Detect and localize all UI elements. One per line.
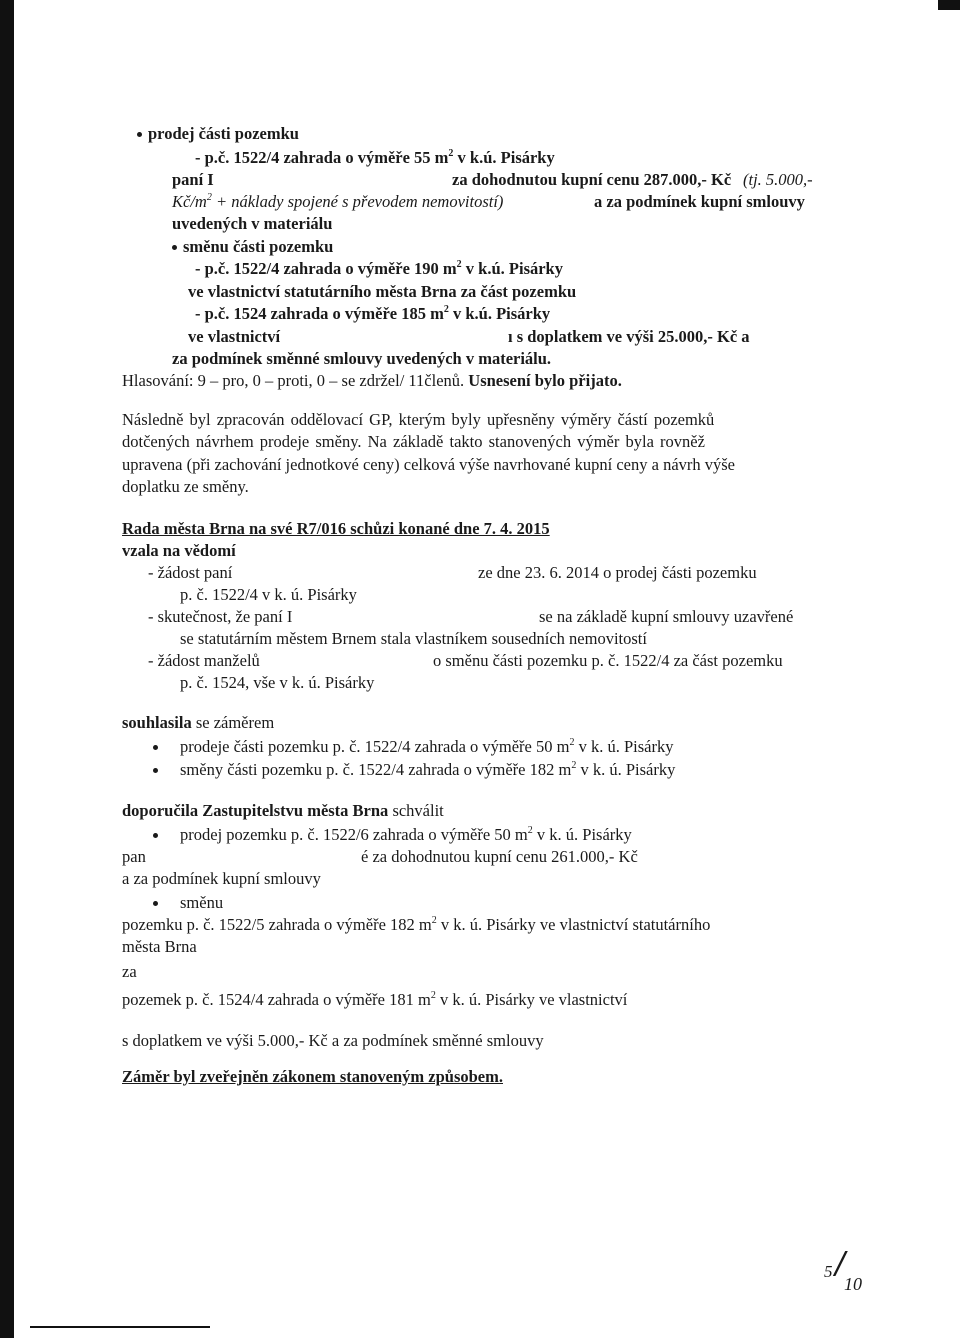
item-1a: - žádost paní [148,563,233,582]
bullet-dot [172,245,177,250]
para-line-2: dotčených návrhem prodeje směny. Na základě takto stanovených výměr byla rovněž [122,432,705,451]
doporucila-line-2a: pan [122,847,146,866]
ownership-line-1: ve vlastnictví statutárního města Brna za část pozemku [188,282,577,301]
doporucila-line-5: pozemku p. č. 1522/5 zahrada o výměře 182 $m^2$ v k. ú. Pisárky ve vlastnictví statutárního [122,915,711,934]
page-number: 5 / 10 [824,1246,862,1294]
item-2a: - skutečnost, že paní I [148,607,293,626]
item-3c: p. č. 1524, vše v k. ú. Pisárky [180,673,375,692]
bullet-dot [153,901,158,906]
doporucila-bullet-1: prodej pozemku p. č. 1522/6 zahrada o výměře 50 $m^2$ v k. ú. Pisárky [180,825,632,845]
para-line-3: upravena (při zachování jednotkové ceny) celková výše navrhované kupní ceny a návrh výše [122,455,736,474]
doporucila-line-6: města Brna [122,937,197,956]
exchange-conditions: za podmínek směnné smlouvy uvedených v materiálu. [172,349,552,368]
doporucila-line-2b: é za dohodnutou kupní cenu 261.000,- Kč [361,847,638,866]
item-3a: - žádost manželů [148,651,260,670]
vzala-heading: vzala na vědomí [122,541,236,560]
doporucila-heading: doporučila Zastupitelstvu města Brna schválit [122,801,444,820]
price-note: (tj. 5.000,- [743,170,813,189]
doporucila-line-8: pozemek p. č. 1524/4 zahrada o výměře 181 $m^2$ v k. ú. Pisárky ve vlastnictví [122,990,628,1009]
cost-note: $Kč/m^2$ + náklady spojené s převodem nemovitostí) [172,192,504,211]
doporucila-bullet-2: směnu [180,893,223,913]
publication-note: Záměr byl zveřejněn zákonem stanoveným způsobem. [122,1067,503,1086]
item-3b: o směnu části pozemku p. č. 1522/4 za část pozemku [433,651,783,670]
footer-rule [30,1326,210,1328]
item-2b: se na základě kupní smlouvy uzavřené [539,607,794,626]
bullet-dot [153,745,158,750]
para-line-1: Následně byl zpracován oddělovací GP, kterým byly upřesněny výměry částí pozemků [122,410,715,429]
surcharge-line: ı s doplatkem ve výši 25.000,- Kč a [508,327,750,346]
council-heading: Rada města Brna na své R7/016 schůzi konané dne 7. 4. 2015 [122,519,550,538]
doporucila-line-3: a za podmínek kupní smlouvy [122,869,321,888]
bullet-dot [137,132,142,137]
parcel-line-2: - p.č. 1522/4 zahrada o výměře 190 $m^2$ v k.ú. Pisárky [195,259,563,278]
buyer-line: paní I [172,170,214,189]
material-line: uvedených v materiálu [172,214,333,233]
bullet-dot [153,833,158,838]
item-1c: p. č. 1522/4 v k. ú. Pisárky [180,585,357,604]
price-line: za dohodnutou kupní cenu 287.000,- Kč [452,170,732,189]
ownership-line-2: ve vlastnictví [188,327,281,346]
bullet-dot [153,768,158,773]
parcel-line-1: - p.č. 1522/4 zahrada o výměře 55 $m^2$ v k.ú. Pisárky [195,148,555,167]
bullet-prodej: prodej části pozemku [148,124,299,144]
souhlasila-bullet-2: směny části pozemku p. č. 1522/4 zahrada o výměře 182 $m^2$ v k. ú. Pisárky [180,760,675,780]
scan-edge-bar [0,0,14,1338]
doporucila-line-7: za [122,962,137,981]
bullet-smena: směnu části pozemku [183,237,333,257]
voting-line: Hlasování: 9 – pro, 0 – proti, 0 – se zdržel/ 11členů. Usnesení bylo přijato. [122,371,622,390]
item-2c: se statutárním městem Brnem stala vlastníkem sousedních nemovitostí [180,629,647,648]
souhlasila-bullet-1: prodeje části pozemku p. č. 1522/4 zahrada o výměře 50 $m^2$ v k. ú. Pisárky [180,737,673,757]
souhlasila-heading: souhlasila se záměrem [122,713,275,732]
para-line-4: doplatku ze směny. [122,477,249,496]
doporucila-line-9: s doplatkem ve výši 5.000,- Kč a za podmínek směnné smlouvy [122,1031,544,1050]
parcel-line-3: - p.č. 1524 zahrada o výměře 185 $m^2$ v k.ú. Pisárky [195,304,551,323]
scan-corner-mark [938,0,960,10]
conditions-line: a za podmínek kupní smlouvy [594,192,805,211]
item-1b: ze dne 23. 6. 2014 o prodej části pozemku [478,563,757,582]
